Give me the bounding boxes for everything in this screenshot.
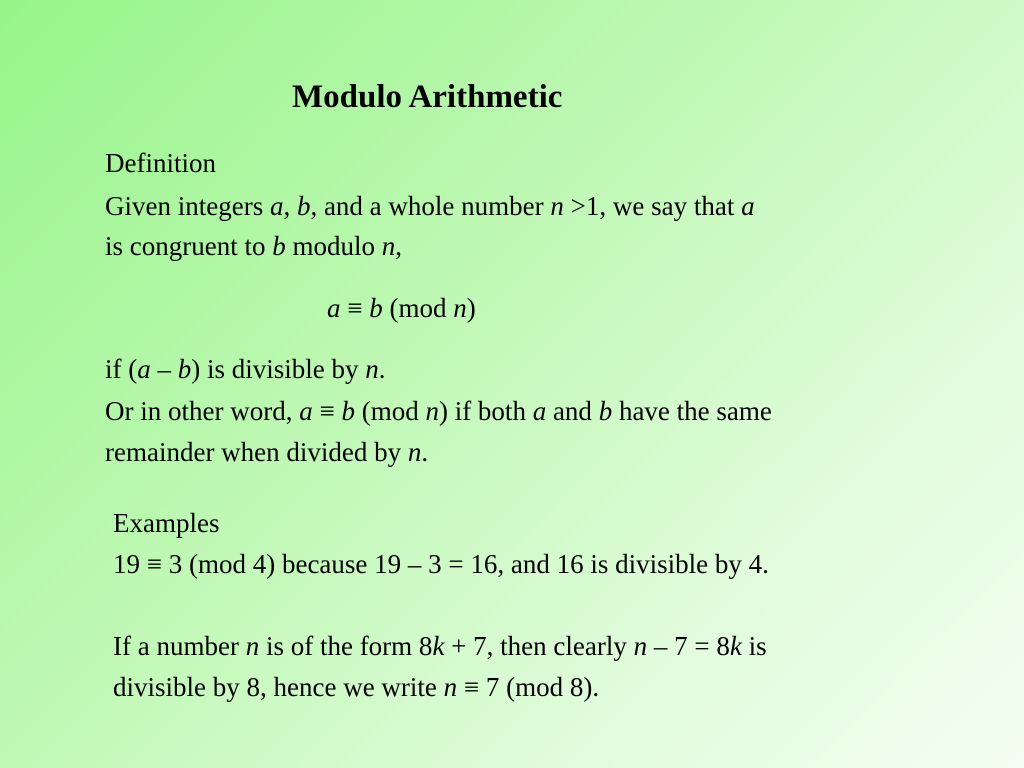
definition-line-5: remainder when divided by n. (105, 437, 429, 467)
examples-heading: Examples (113, 508, 220, 538)
definition-line-1: Given integers a, b, and a whole number n >1, we say that a (105, 191, 755, 221)
slide-title: Modulo Arithmetic (292, 79, 563, 115)
example-line-2: If a number n is of the form 8k + 7, then clearly n – 7 = 8k is (113, 631, 767, 661)
example-line-1: 19 ≡ 3 (mod 4) because 19 – 3 = 16, and 16 is divisible by 4. (113, 549, 769, 579)
definition-line-4: Or in other word, a ≡ b (mod n) if both a and b have the same (105, 396, 772, 426)
definition-line-3: if (a – b) is divisible by n. (105, 354, 386, 384)
congruence-formula: a ≡ b (mod n) (327, 293, 476, 323)
definition-line-2: is congruent to b modulo n, (105, 231, 402, 261)
definition-heading: Definition (105, 148, 216, 178)
example-line-3: divisible by 8, hence we write n ≡ 7 (mod 8). (113, 672, 600, 702)
